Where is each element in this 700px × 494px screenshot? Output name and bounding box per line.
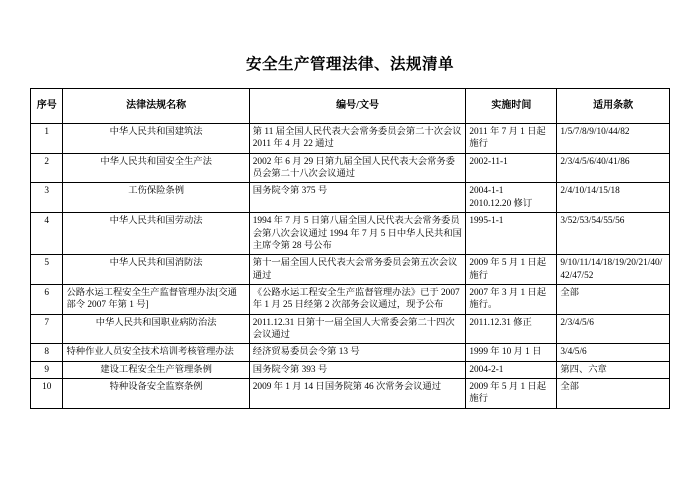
cell-code: 1994 年 7 月 5 日第八届全国人民代表大会常务委员会第八次会议通过 1994 年 7 月 5 日中华人民共和国主席令第 28 号公布 [249,213,466,255]
cell-name: 公路水运工程安全生产监督管理办法[交通部令 2007 年第 1 号] [63,284,249,314]
cell-name: 特种作业人员安全技术培训考核管理办法 [63,344,249,361]
cell-date: 2011.12.31 修正 [466,314,557,344]
table-body [31,124,670,409]
table-row [31,361,670,378]
cell-no: 4 [31,213,63,255]
cell-date: 1999 年 10 月 1 日 [466,344,557,361]
cell-code: 第 11 届全国人民代表大会常务委员会第二十次会议 2011 年 4 月 22 通过 [249,124,466,154]
cell-date: 2004-1-1 2010.12.20 修订 [466,183,557,213]
cell-no: 9 [31,361,63,378]
cell-code: 2011.12.31 日第十一届全国人大常委会第二十四次会议通过 [249,314,466,344]
cell-terms: 9/10/11/14/18/19/20/21/40/42/47/52 [557,255,670,285]
cell-date: 2007 年 3 月 1 日起施行。 [466,284,557,314]
cell-no: 5 [31,255,63,285]
cell-date: 2009 年 5 月 1 日起施行 [466,379,557,409]
table-row [31,153,670,183]
column-header-code: 编号/文号 [249,89,466,124]
cell-code: 2009 年 1 月 14 日国务院第 46 次常务会议通过 [249,379,466,409]
cell-terms: 第四、六章 [557,361,670,378]
column-header-name: 法律法规名称 [63,89,249,124]
cell-code: 国务院令第 393 号 [249,361,466,378]
cell-date: 2009 年 5 月 1 日起施行 [466,255,557,285]
table-header-row [31,89,670,124]
table-row [31,284,670,314]
table-row [31,255,670,285]
cell-terms: 全部 [557,379,670,409]
cell-terms: 1/5/7/8/9/10/44/82 [557,124,670,154]
cell-name: 工伤保险条例 [63,183,249,213]
column-header-date: 实施时间 [466,89,557,124]
column-header-terms: 适用条款 [557,89,670,124]
cell-terms: 全部 [557,284,670,314]
cell-code: 经济贸易委员会令第 13 号 [249,344,466,361]
cell-date: 2004-2-1 [466,361,557,378]
cell-terms: 3/52/53/54/55/56 [557,213,670,255]
cell-name: 中华人民共和国职业病防治法 [63,314,249,344]
cell-no: 6 [31,284,63,314]
cell-no: 2 [31,153,63,183]
cell-no: 10 [31,379,63,409]
cell-name: 中华人民共和国劳动法 [63,213,249,255]
page-title: 安全生产管理法律、法规清单 [245,56,454,73]
cell-terms: 2/4/10/14/15/18 [557,183,670,213]
regulations-table [30,88,670,409]
cell-date: 1995-1-1 [466,213,557,255]
table-row [31,379,670,409]
cell-terms: 3/4/5/6 [557,344,670,361]
cell-terms: 2/3/4/5/6/40/41/86 [557,153,670,183]
cell-code: 国务院令第 375 号 [249,183,466,213]
cell-code: 2002 年 6 月 29 日第九届全国人民代表大会常务委员会第二十八次会议通过 [249,153,466,183]
cell-date: 2002-11-1 [466,153,557,183]
cell-name: 中华人民共和国建筑法 [63,124,249,154]
table-row [31,344,670,361]
table-row [31,124,670,154]
table-row [31,183,670,213]
cell-no: 8 [31,344,63,361]
cell-name: 特种设备安全监察条例 [63,379,249,409]
cell-no: 3 [31,183,63,213]
cell-code: 《公路水运工程安全生产监督管理办法》已于 2007 年 1 月 25 日经第 2 次部务会议通过，现予公布 [249,284,466,314]
cell-terms: 2/3/4/5/6 [557,314,670,344]
cell-name: 中华人民共和国安全生产法 [63,153,249,183]
column-header-no: 序号 [31,89,63,124]
cell-no: 1 [31,124,63,154]
cell-name: 建设工程安全生产管理条例 [63,361,249,378]
cell-name: 中华人民共和国消防法 [63,255,249,285]
table-header [31,89,670,124]
table-row [31,213,670,255]
cell-date: 2011 年 7 月 1 日起施行 [466,124,557,154]
cell-no: 7 [31,314,63,344]
table-row [31,314,670,344]
cell-code: 第十一届全国人民代表大会常务委员会第五次会议通过 [249,255,466,285]
